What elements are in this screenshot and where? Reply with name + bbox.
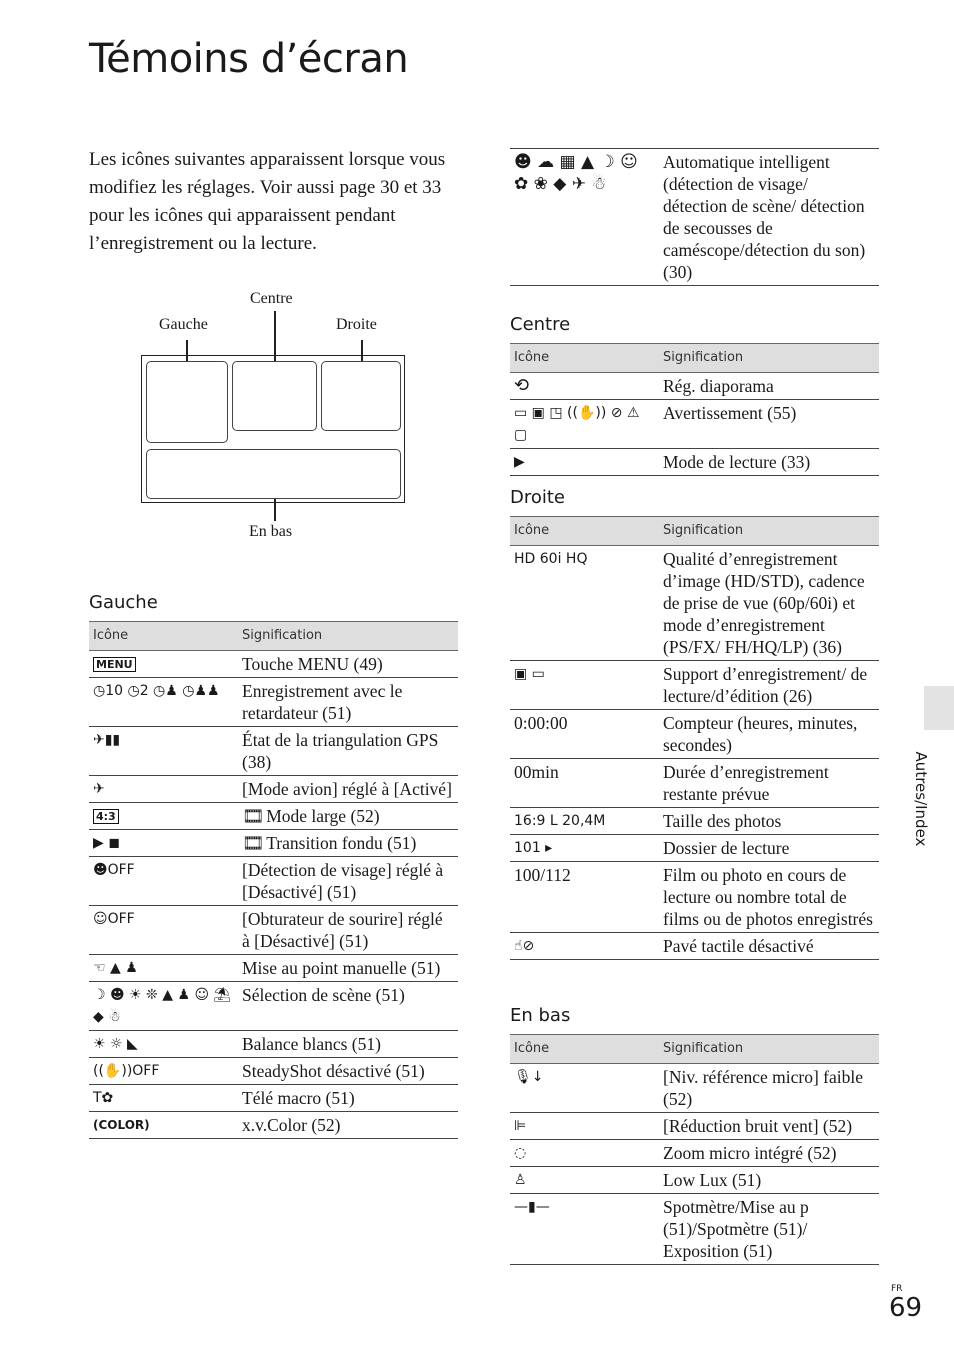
table-row — [510, 1140, 879, 1167]
mic-level-low-icon: 🎙↓ — [510, 1064, 659, 1113]
film-icon: 🎞 — [242, 806, 265, 826]
intro-paragraph: Les icônes suivantes apparaissent lorsque vous modifiez les réglages. Voir aussi page 30 et 33 pour les icônes qui apparaissent pendant l’enregistrement ou la lecture. — [89, 149, 446, 254]
zoom-mic-icon: ◌ — [510, 1140, 659, 1167]
table-row — [510, 400, 879, 449]
row-text: Spotmètre/Mise au p (51)/Spotmètre (51)/ Exposition (51) — [659, 1194, 879, 1265]
recording-quality-icon: HD 60i HQ — [510, 546, 659, 661]
col-header-signification: Signification — [659, 1035, 879, 1064]
language-code: FR — [891, 1284, 903, 1294]
col-header-signification: Signification — [659, 344, 879, 373]
spotmeter-bar-icon: —▮— — [510, 1194, 659, 1265]
table-row — [89, 982, 458, 1031]
row-text: Qualité d’enregistrement d’image (HD/STD), cadence de prise de vue (60p/60i) et mode d’enregistrement (PS/FX/ FH/HQ/LP) (36) — [659, 546, 879, 661]
playback-folder-icon: 101 ▸ — [510, 835, 659, 862]
row-text: Avertissement (55) — [659, 400, 879, 449]
film-icon: 🎞 — [242, 833, 265, 853]
row-text: [Niv. référence micro] faible (52) — [659, 1064, 879, 1113]
row-text: Film ou photo en cours de lecture ou nombre total de films ou de photos enregistrés — [659, 862, 879, 933]
table-row — [89, 1031, 458, 1058]
row-text: [Détection de visage] réglé à [Désactivé] (51) — [238, 857, 458, 906]
row-text: Dossier de lecture — [659, 835, 879, 862]
table-row — [89, 803, 458, 830]
manual-focus-icon: ☜ ▲ ♟ — [89, 955, 238, 982]
section-tab — [924, 686, 954, 730]
col-header-icone: Icône — [510, 344, 659, 373]
col-header-signification: Signification — [659, 517, 879, 546]
table-row — [510, 710, 879, 759]
table-droite — [510, 516, 879, 960]
gps-icon: ✈▮▮ — [89, 727, 238, 776]
table-row — [510, 835, 879, 862]
table-row — [510, 1064, 879, 1113]
side-label: Autres/Index — [912, 751, 930, 847]
face-detection-off-icon: ☻OFF — [89, 857, 238, 906]
page-title: Témoins d’écran — [89, 36, 409, 82]
table-row — [510, 933, 879, 960]
table-row — [510, 759, 879, 808]
table-row — [510, 1167, 879, 1194]
self-timer-icon: ◷10 ◷2 ◷♟ ◷♟♟ — [89, 678, 238, 727]
region-droite — [321, 361, 401, 431]
row-text: Mise au point manuelle (51) — [238, 955, 458, 982]
table-row — [510, 1194, 879, 1265]
row-text: Mode large (52) — [266, 806, 380, 826]
table-row — [510, 546, 879, 661]
media-icon: ▣ ▭ — [510, 661, 659, 710]
leader-line-centre — [274, 311, 276, 361]
aspect-ratio-icon: 4:3 — [93, 809, 119, 824]
table-row — [510, 1113, 879, 1140]
diagram-label-gauche: Gauche — [159, 316, 208, 333]
col-header-icone: Icône — [510, 1035, 659, 1064]
wind-noise-reduction-icon: ⊫ — [510, 1113, 659, 1140]
table-en-bas — [510, 1034, 879, 1265]
table-row — [89, 1058, 458, 1085]
row-text: Enregistrement avec le retardateur (51) — [238, 678, 458, 727]
row-text: Pavé tactile désactivé — [659, 933, 879, 960]
col-header-signification: Signification — [238, 622, 458, 651]
touch-panel-off-icon: ☝⊘ — [510, 933, 659, 960]
table-row — [89, 955, 458, 982]
leader-line-en-bas — [274, 499, 276, 521]
xvcolor-icon: (COLOR) — [89, 1112, 238, 1139]
table-gauche — [89, 621, 458, 1139]
row-text: Sélection de scène (51) — [238, 982, 458, 1031]
table-row — [510, 149, 879, 286]
section-heading-gauche: Gauche — [89, 592, 158, 613]
section-heading-en-bas: En bas — [510, 1005, 571, 1026]
table-row — [510, 808, 879, 835]
table-row — [89, 678, 458, 727]
table-row — [510, 862, 879, 933]
col-header-icone: Icône — [89, 622, 238, 651]
slideshow-repeat-icon: ⟲ — [510, 373, 659, 400]
row-text: [Mode avion] réglé à [Activé] — [238, 776, 458, 803]
row-text: Télé macro (51) — [238, 1085, 458, 1112]
row-text: Mode de lecture (33) — [659, 449, 879, 476]
tele-macro-icon: T✿ — [89, 1085, 238, 1112]
row-text: Low Lux (51) — [659, 1167, 879, 1194]
row-text: [Réduction bruit vent] (52) — [659, 1113, 879, 1140]
table-row — [510, 449, 879, 476]
table-row — [510, 661, 879, 710]
row-text: Balance blancs (51) — [238, 1031, 458, 1058]
table-row — [89, 727, 458, 776]
row-text: Compteur (heures, minutes, secondes) — [659, 710, 879, 759]
menu-icon: MENU — [93, 657, 136, 672]
row-text: Automatique intelligent (détection de visage/ détection de scène/ détection de secousses de caméscope/détection du son) (30) — [659, 149, 879, 286]
low-lux-icon: ♙ — [510, 1167, 659, 1194]
row-text: Taille des photos — [659, 808, 879, 835]
row-text: SteadyShot désactivé (51) — [238, 1058, 458, 1085]
table-row — [89, 906, 458, 955]
warning-icon: ▭ ▣ ◳ ((✋)) ⊘ ⚠ ▢ — [510, 400, 659, 449]
row-text: Zoom micro intégré (52) — [659, 1140, 879, 1167]
steadyshot-off-icon: ((✋))OFF — [89, 1058, 238, 1085]
region-gauche — [146, 361, 228, 443]
region-en-bas — [146, 449, 401, 499]
row-text: Touche MENU (49) — [238, 651, 458, 678]
row-text: Durée d’enregistrement restante prévue — [659, 759, 879, 808]
row-text: Support d’enregistrement/ de lecture/d’édition (26) — [659, 661, 879, 710]
counter-value: 0:00:00 — [510, 710, 659, 759]
col-header-icone: Icône — [510, 517, 659, 546]
photo-size-icon: 16:9 L 20,4M — [510, 808, 659, 835]
white-balance-icon: ☀ ☼ ◣ — [89, 1031, 238, 1058]
diagram-label-centre: Centre — [250, 290, 293, 307]
diagram-label-en-bas: En bas — [249, 523, 293, 540]
row-text: x.v.Color (52) — [238, 1112, 458, 1139]
file-count-value: 100/112 — [510, 862, 659, 933]
table-centre — [510, 343, 879, 476]
table-row — [89, 1112, 458, 1139]
section-heading-centre: Centre — [510, 314, 571, 335]
table-row — [89, 1085, 458, 1112]
scene-selection-icon: ☽ ☻ ☀ ❊ ▲ ♟ ☺ ⛱ ◆ ☃ — [89, 982, 238, 1031]
row-text: Transition fondu (51) — [266, 833, 417, 853]
region-centre — [232, 361, 317, 431]
table-intelligent-auto — [510, 148, 879, 286]
section-heading-droite: Droite — [510, 487, 566, 508]
row-text: Rég. diaporama — [659, 373, 879, 400]
smile-shutter-off-icon: ☺OFF — [89, 906, 238, 955]
table-row — [89, 651, 458, 678]
remaining-time-value: 00min — [510, 759, 659, 808]
row-text: [Obturateur de sourire] réglé à [Désactivé] (51) — [238, 906, 458, 955]
page-number: 69 — [889, 1293, 923, 1323]
table-row — [89, 830, 458, 857]
play-icon: ▶ — [510, 449, 659, 476]
table-row — [89, 776, 458, 803]
diagram-label-droite: Droite — [336, 316, 377, 333]
row-text: État de la triangulation GPS (38) — [238, 727, 458, 776]
fader-icon: ▶ ◼ — [89, 830, 238, 857]
airplane-icon: ✈ — [89, 776, 238, 803]
intelligent-auto-icon: ☻ ☁ ▦ ▲ ☽ ☺ ✿ ❀ ◆ ✈ ☃ — [510, 149, 659, 286]
table-row — [510, 373, 879, 400]
table-row — [89, 857, 458, 906]
